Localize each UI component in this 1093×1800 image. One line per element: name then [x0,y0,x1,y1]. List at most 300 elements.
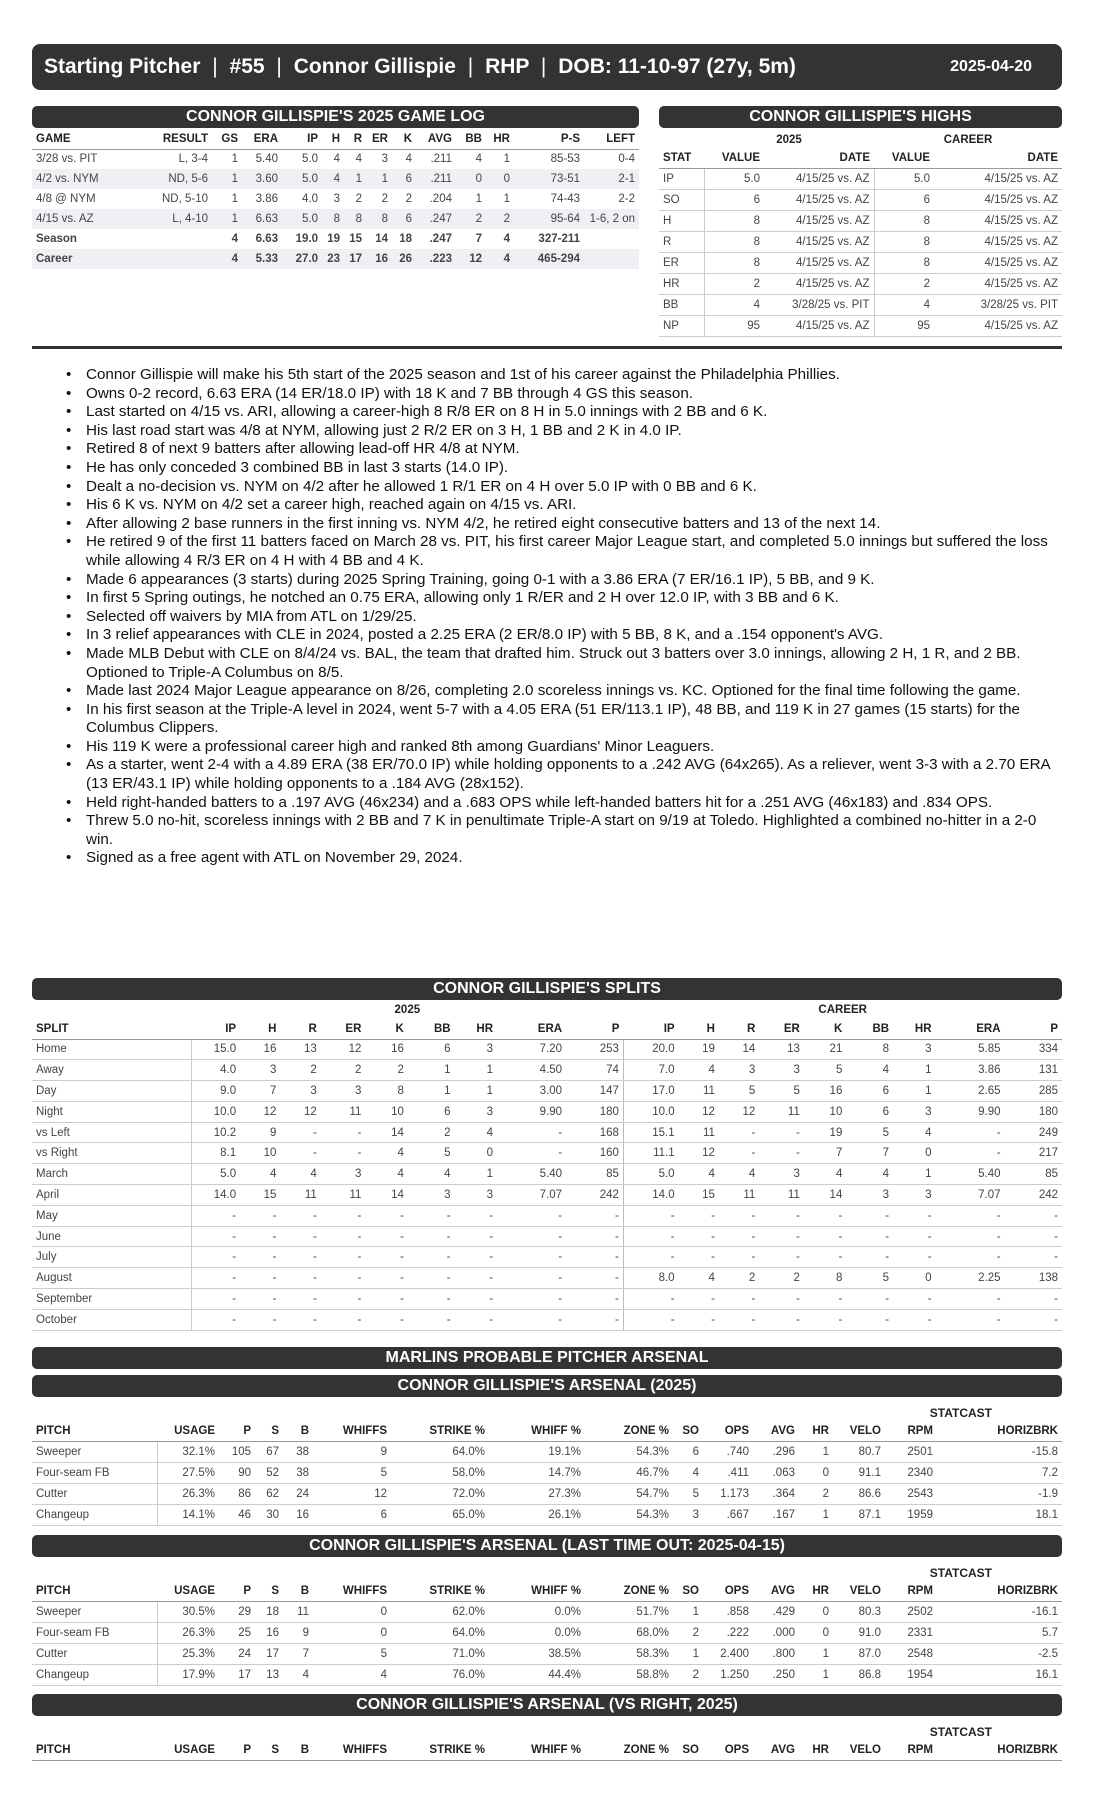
arsenal-cell: 2501 [885,1441,937,1462]
arsenal-col-header: PITCH [32,1422,157,1441]
highs-cell: BB [659,294,704,315]
splits-cell: 7 [240,1081,280,1102]
arsenal-cell: 14.7% [489,1462,585,1483]
arsenal-col-header: RPM [885,1422,937,1441]
highs-cell: 4/15/25 vs. AZ [934,252,1062,273]
splits-cell: - [240,1289,280,1310]
splits-cell: - [936,1289,1005,1310]
arsenal-cell: 26.3% [157,1483,219,1504]
splits-cell: 4 [804,1164,846,1185]
splits-cell: 138 [1005,1268,1062,1289]
splits-cell: 4 [679,1268,719,1289]
game-log-cell: .211 [416,169,456,189]
splits-cell: - [893,1309,935,1330]
arsenal-cell: Changeup [32,1664,157,1685]
splits-cell: 14.0 [191,1185,240,1206]
game-log-col-header: IP [282,130,322,149]
game-log-total-cell: 4 [503,233,510,245]
game-log-cell: 8 [322,209,344,229]
splits-cell: 5.0 [191,1164,240,1185]
arsenal-cell: 9 [313,1441,391,1462]
game-log-cell: 1 [231,153,238,166]
arsenal-cell: 87.0 [833,1643,885,1664]
arsenal-col-header: WHIFFS [313,1582,391,1601]
splits-cell: - [936,1309,1005,1330]
arsenal-cell: 17.9% [157,1664,219,1685]
splits-cell: 12 [679,1143,719,1164]
game-log-cell: 95-64 [514,209,584,229]
splits-cell: - [679,1247,719,1268]
splits-cell: 2 [759,1268,804,1289]
arsenal-cell: 4 [673,1462,703,1483]
splits-cell: 4 [280,1164,320,1185]
splits-cell: - [321,1289,366,1310]
splits-cell: 8.0 [623,1268,678,1289]
splits-cell: - [566,1289,623,1310]
splits-cell: 12 [280,1101,320,1122]
highs-cell: 4/15/25 vs. AZ [934,315,1062,336]
highs-cell: 8 [704,210,764,231]
arsenal-col-header: STRIKE % [391,1582,489,1601]
splits-cell: 11 [321,1185,366,1206]
splits-col-header: ERA [497,1020,566,1039]
arsenal-cell: 58.3% [585,1643,673,1664]
arsenal-cell: 1 [799,1643,833,1664]
splits-cell: - [759,1122,804,1143]
arsenal-cell: 26.1% [489,1504,585,1525]
table-row [659,252,1062,273]
arsenal-col-header: OPS [703,1741,753,1760]
arsenal-col-header: HR [799,1582,833,1601]
splits-cell: 4 [679,1164,719,1185]
splits-cell: - [893,1226,935,1247]
game-log-total-cell: 5.33 [242,249,282,269]
splits-cell: - [623,1289,678,1310]
game-log-cell: 6 [392,209,416,229]
game-log-total-cell: 26 [392,249,416,269]
arsenal-col-header: SO [673,1422,703,1441]
splits-cell: 3 [455,1101,497,1122]
splits-cell: - [759,1247,804,1268]
splits-cell: 3 [321,1164,366,1185]
table-row [32,209,639,229]
splits-cell: May [32,1205,191,1226]
arsenal-cell: 91.0 [833,1622,885,1643]
splits-cell: 3 [280,1081,320,1102]
splits-cell: Day [32,1081,191,1102]
splits-col-header: K [804,1020,846,1039]
note-item: • His 119 K were a professional career high and ranked 8th among Guardians' Minor Leaguers. [62,738,1052,757]
game-log-cell: 74-43 [550,193,580,205]
splits-cell: - [846,1226,893,1247]
splits-cell: 285 [1005,1081,1062,1102]
arsenal-cell: 29 [219,1601,255,1622]
game-log-col-header: LEFT [584,130,639,149]
game-log-col-header: P-S [514,130,584,149]
splits-cell: 16 [365,1039,407,1060]
splits-cell: 14 [365,1185,407,1206]
highs-col-header: DATE [764,149,874,168]
splits-cell: 85 [566,1164,623,1185]
highs-group-career: CAREER [943,133,993,146]
splits-cell: - [240,1226,280,1247]
arsenal-cell: 16 [283,1504,313,1525]
splits-cell: 7.0 [623,1060,678,1081]
table-row [32,1643,1062,1664]
splits-cell: 10 [365,1101,407,1122]
arsenal-col-header: RPM [885,1582,937,1601]
arsenal-cell: .250 [753,1664,799,1685]
splits-cell: - [455,1226,497,1247]
splits-cell: - [719,1143,759,1164]
splits-cell: - [408,1226,455,1247]
arsenal-cell: 54.7% [585,1483,673,1504]
splits-cell: 5.0 [623,1164,678,1185]
note-item: • He has only conceded 3 combined BB in last 3 starts (14.0 IP). [62,459,1052,478]
arsenal-col-header: SO [673,1582,703,1601]
splits-cell: 16 [804,1081,846,1102]
arsenal-main-title: MARLINS PROBABLE PITCHER ARSENAL [32,1347,1062,1369]
game-log-cell: 5.0 [282,209,322,229]
arsenal-cell: 5.7 [937,1622,1062,1643]
arsenal-cell: Sweeper [32,1441,157,1462]
splits-cell: - [623,1247,678,1268]
splits-col-header: HR [893,1020,935,1039]
splits-cell: 3 [759,1060,804,1081]
splits-cell: - [497,1226,566,1247]
arsenal-2025-table [32,1422,1062,1526]
splits-cell: 3 [408,1185,455,1206]
game-log-cell: 0 [486,169,514,189]
arsenal-cell: 52 [255,1462,283,1483]
table-row [32,1622,1062,1643]
splits-cell: - [679,1205,719,1226]
arsenal-2025-title: CONNOR GILLISPIE'S ARSENAL (2025) [32,1375,1062,1397]
splits-cell: 4.50 [497,1060,566,1081]
highs-table [659,130,1062,337]
splits-cell: - [759,1289,804,1310]
arsenal-last-title: CONNOR GILLISPIE'S ARSENAL (LAST TIME OUT: 2025-04-15) [32,1535,1062,1557]
highs-cell: 4/15/25 vs. AZ [764,189,874,210]
splits-cell: 2.25 [936,1268,1005,1289]
splits-cell: 3 [321,1081,366,1102]
highs-cell: ER [659,252,704,273]
splits-cell: 10.2 [191,1122,240,1143]
game-log-total-cell [124,229,212,249]
splits-cell: 3 [846,1185,893,1206]
game-log-cell: 4 [333,153,340,166]
table-row [32,1441,1062,1462]
splits-cell: - [804,1226,846,1247]
arsenal-cell: 1 [799,1664,833,1685]
splits-cell: 5.85 [936,1039,1005,1060]
splits-cell: 13 [280,1039,320,1060]
splits-cell: 1 [408,1060,455,1081]
arsenal-col-header: WHIFFS [313,1422,391,1441]
table-row [32,169,639,189]
splits-cell: - [365,1268,407,1289]
game-log-total-cell: 23 [322,249,344,269]
splits-cell: 160 [566,1143,623,1164]
splits-cell: 8.1 [191,1143,240,1164]
splits-cell: 14 [365,1122,407,1143]
game-log-cell: 2 [486,209,514,229]
splits-cell: 7.20 [497,1039,566,1060]
splits-cell: 6 [846,1101,893,1122]
splits-cell: 8 [804,1268,846,1289]
arsenal-cell: 0 [313,1622,391,1643]
table-row [32,1081,1062,1102]
arsenal-col-header: AVG [753,1741,799,1760]
splits-col-header: H [240,1020,280,1039]
arsenal-cell: 2 [673,1664,703,1685]
game-log-cell: 2-1 [584,169,639,189]
splits-cell: - [679,1309,719,1330]
arsenal-col-header: OPS [703,1422,753,1441]
arsenal-col-header: AVG [753,1582,799,1601]
arsenal-cell: 0.0% [489,1601,585,1622]
arsenal-cell: 7.2 [937,1462,1062,1483]
splits-cell: - [759,1205,804,1226]
game-log-cell: 1 [503,153,510,166]
arsenal-cell: Sweeper [32,1601,157,1622]
table-row [32,1143,1062,1164]
arsenal-col-header: S [255,1422,283,1441]
splits-cell: vs Left [32,1122,191,1143]
splits-cell: - [408,1309,455,1330]
splits-cell: - [408,1289,455,1310]
page-header [32,44,1062,90]
arsenal-cell: -2.5 [937,1643,1062,1664]
arsenal-cell: 86.6 [833,1483,885,1504]
table-row [32,229,639,249]
game-log-cell: 4/8 @ NYM [36,193,96,205]
highs-cell: 4/15/25 vs. AZ [764,252,874,273]
splits-cell: - [759,1309,804,1330]
arsenal-col-header: HORIZBRK [937,1582,1062,1601]
splits-cell: - [321,1309,366,1330]
splits-cell: - [936,1205,1005,1226]
splits-cell: - [408,1205,455,1226]
splits-cell: - [408,1247,455,1268]
arsenal-col-header: STRIKE % [391,1741,489,1760]
splits-cell: 11 [719,1185,759,1206]
game-log-total-cell: 18 [399,233,412,245]
splits-col-header: IP [623,1020,678,1039]
highs-cell: H [659,210,704,231]
game-log-total-cell: 16 [366,249,392,269]
arsenal-cell: .800 [753,1643,799,1664]
highs-cell: 2 [704,273,764,294]
highs-cell: 6 [874,189,934,210]
header-dob: DOB: 11-10-97 (27y, 5m) [558,55,796,78]
highs-cell: 4 [704,294,764,315]
splits-col-header: R [719,1020,759,1039]
table-row [32,1039,1062,1060]
arsenal-cell: 2543 [885,1483,937,1504]
arsenal-col-header: B [283,1422,313,1441]
splits-cell: - [280,1289,320,1310]
highs-title: CONNOR GILLISPIE'S HIGHS [659,106,1062,128]
highs-cell: 95 [704,315,764,336]
game-log-cell: 1 [503,193,510,205]
splits-section [32,978,1062,1331]
splits-col-header: SPLIT [32,1020,191,1039]
arsenal-header-row [32,1422,1062,1441]
splits-cell: - [804,1205,846,1226]
highs-cell: 6 [704,189,764,210]
arsenal-cell: 2 [673,1622,703,1643]
note-item: • He retired 9 of the first 11 batters faced on March 28 vs. PIT, his first career Major League start, and completed 5.0 innings but suffered the loss while allowing 4 R/3 ER on 4 H with 4 BB and 4 K. [62,533,1052,570]
statcast-label: STATCAST [929,1725,992,1739]
splits-cell: 19 [679,1039,719,1060]
arsenal-cell: .364 [753,1483,799,1504]
section-divider [32,346,1062,349]
splits-cell: 4.0 [191,1060,240,1081]
splits-cell: - [1005,1226,1062,1247]
game-log-cell: 5.40 [255,153,278,166]
arsenal-cell: .740 [703,1441,753,1462]
highs-cell: 4/15/25 vs. AZ [764,315,874,336]
arsenal-cell: 1 [799,1504,833,1525]
splits-cell: - [455,1268,497,1289]
splits-cell: 168 [566,1122,623,1143]
splits-cell: - [365,1247,407,1268]
game-log-col-header: HR [486,130,514,149]
arsenal-col-header: WHIFF % [489,1422,585,1441]
arsenal-cell: 46.7% [585,1462,673,1483]
highs-section [659,106,1062,337]
arsenal-cell: 24 [283,1483,313,1504]
splits-cell: 15 [240,1185,280,1206]
game-log-cell: 0 [456,169,486,189]
arsenal-cell: 4 [283,1664,313,1685]
splits-cell: - [679,1289,719,1310]
splits-cell: 7 [846,1143,893,1164]
game-log-cell: 1 [344,169,366,189]
splits-cell: - [623,1309,678,1330]
table-row [32,1164,1062,1185]
splits-cell: 3 [893,1039,935,1060]
statcast-label: STATCAST [929,1406,992,1420]
splits-cell: 4 [679,1060,719,1081]
splits-cell: 85 [1005,1164,1062,1185]
splits-cell: 1 [893,1060,935,1081]
arsenal-col-header: S [255,1582,283,1601]
note-item: • Last started on 4/15 vs. ARI, allowing a career-high 8 R/8 ER on 8 H in 5.0 innings with 2 BB and 6 K. [62,403,1052,422]
splits-cell: 15.1 [623,1122,678,1143]
game-log-total-cell: .223 [416,249,456,269]
splits-cell: - [893,1289,935,1310]
arsenal-cell: 25.3% [157,1643,219,1664]
game-log-title: CONNOR GILLISPIE'S 2025 GAME LOG [32,106,639,128]
arsenal-cell: -15.8 [937,1441,1062,1462]
splits-cell: - [280,1226,320,1247]
game-log-total-cell [124,249,212,269]
splits-cell: - [936,1226,1005,1247]
table-row [32,149,639,169]
splits-cell: - [759,1143,804,1164]
arsenal-cell: 44.4% [489,1664,585,1685]
highs-cell: 2 [874,273,934,294]
splits-table [32,1000,1062,1331]
statcast-label: STATCAST [929,1566,992,1580]
arsenal-last-section [32,1535,1062,1686]
splits-cell: 17.0 [623,1081,678,1102]
table-row [32,1664,1062,1685]
arsenal-cell: 62.0% [391,1601,489,1622]
arsenal-col-header: STRIKE % [391,1422,489,1441]
game-log-total-cell: 19.0 [295,233,318,245]
highs-cell: 4/15/25 vs. AZ [764,231,874,252]
arsenal-cell: 46 [219,1504,255,1525]
splits-cell: - [846,1247,893,1268]
arsenal-col-header: USAGE [157,1582,219,1601]
arsenal-cell: 80.7 [833,1441,885,1462]
splits-cell: - [321,1226,366,1247]
game-log-col-header: AVG [416,130,456,149]
arsenal-cell: 38.5% [489,1643,585,1664]
arsenal-cell: Changeup [32,1504,157,1525]
highs-col-header: STAT [659,149,704,168]
splits-cell: Away [32,1060,191,1081]
game-log-cell: 4/15 vs. AZ [32,209,124,229]
splits-cell: 6 [408,1039,455,1060]
splits-cell: 8 [846,1039,893,1060]
splits-cell: - [455,1205,497,1226]
game-log-cell: 4 [405,153,412,166]
game-log-cell: 2 [355,193,362,205]
game-log-cell: .211 [430,153,452,166]
arsenal-col-header: HR [799,1422,833,1441]
splits-cell: 5 [846,1268,893,1289]
splits-cell: 180 [566,1101,623,1122]
arsenal-cell: 14.1% [157,1504,219,1525]
splits-cell: - [719,1247,759,1268]
arsenal-cell: .063 [753,1462,799,1483]
game-log-cell: L, 4-10 [124,209,212,229]
game-log-cell: 2 [456,209,486,229]
highs-cell: 4/15/25 vs. AZ [764,168,874,189]
splits-cell: 5.40 [936,1164,1005,1185]
splits-col-header: IP [191,1020,240,1039]
splits-cell: 2.65 [936,1081,1005,1102]
arsenal-header-row [32,1741,1062,1760]
highs-cell: 8 [874,231,934,252]
game-log-col-header: H [322,130,344,149]
splits-cell: - [240,1309,280,1330]
splits-cell: 21 [804,1039,846,1060]
highs-cell: 4 [874,294,934,315]
header-number: #55 [229,55,265,78]
arsenal-col-header: RPM [885,1741,937,1760]
splits-cell: - [321,1122,366,1143]
splits-cell: 19 [804,1122,846,1143]
splits-cell: - [719,1122,759,1143]
arsenal-header-section [32,1347,1062,1369]
arsenal-cell: 64.0% [391,1622,489,1643]
splits-cell: - [321,1268,366,1289]
splits-cell: 5.40 [497,1164,566,1185]
table-row [659,231,1062,252]
arsenal-cell: .222 [703,1622,753,1643]
arsenal-cell: .296 [753,1441,799,1462]
arsenal-cell: 6 [313,1504,391,1525]
arsenal-cell: .000 [753,1622,799,1643]
splits-cell: 217 [1005,1143,1062,1164]
arsenal-cell: 2 [799,1483,833,1504]
note-item: • Connor Gillispie will make his 5th start of the 2025 season and 1st of his career against the Philadelphia Phillies. [62,366,1052,385]
